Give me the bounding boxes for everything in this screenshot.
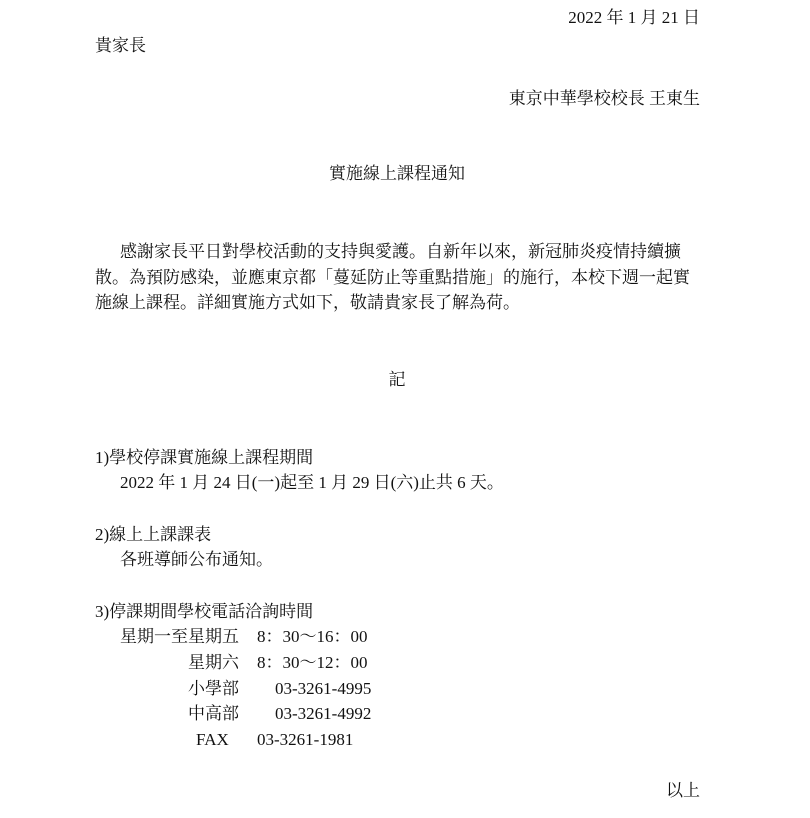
notice-date: 2022 年 1 月 21 日 bbox=[568, 8, 700, 27]
section-heading: 2)線上上課課表 bbox=[95, 525, 212, 544]
phone-number: 03-3261-4995 bbox=[275, 679, 372, 698]
fax-number: 03-3261-1981 bbox=[257, 730, 354, 749]
sender-signature: 東京中華學校校長 王東生 bbox=[508, 89, 700, 108]
closing-mark: 以上 bbox=[666, 781, 700, 800]
hours-time: 8：30～16：00 bbox=[257, 627, 368, 646]
phone-label: 小學部 bbox=[188, 679, 239, 698]
hours-time: 8：30～12：00 bbox=[257, 653, 368, 672]
body-line: 散。為預防感染，並應東京都「蔓延防止等重點措施」的施行，本校下週一起實 bbox=[95, 268, 690, 287]
phone-label: 中高部 bbox=[188, 704, 239, 723]
fax-label: FAX bbox=[196, 730, 229, 749]
section-text: 2022 年 1 月 24 日(一)起至 1 月 29 日(六)止共 6 天。 bbox=[120, 473, 504, 492]
hours-label: 星期一至星期五 bbox=[120, 627, 239, 646]
recipient: 貴家長 bbox=[95, 36, 146, 55]
body-line: 施線上課程。詳細實施方式如下，敬請貴家長了解為荷。 bbox=[95, 293, 520, 312]
section-heading: 1)學校停課實施線上課程期間 bbox=[95, 448, 314, 467]
section-text: 各班導師公布通知。 bbox=[120, 550, 273, 569]
phone-number: 03-3261-4992 bbox=[275, 704, 372, 723]
section-heading: 3)停課期間學校電話洽詢時間 bbox=[95, 602, 314, 621]
notice-title: 實施線上課程通知 bbox=[329, 164, 465, 183]
hours-label: 星期六 bbox=[188, 653, 239, 672]
body-line: 感謝家長平日對學校活動的支持與愛護。自新年以來，新冠肺炎疫情持續擴 bbox=[120, 242, 681, 261]
note-marker: 記 bbox=[388, 370, 406, 389]
